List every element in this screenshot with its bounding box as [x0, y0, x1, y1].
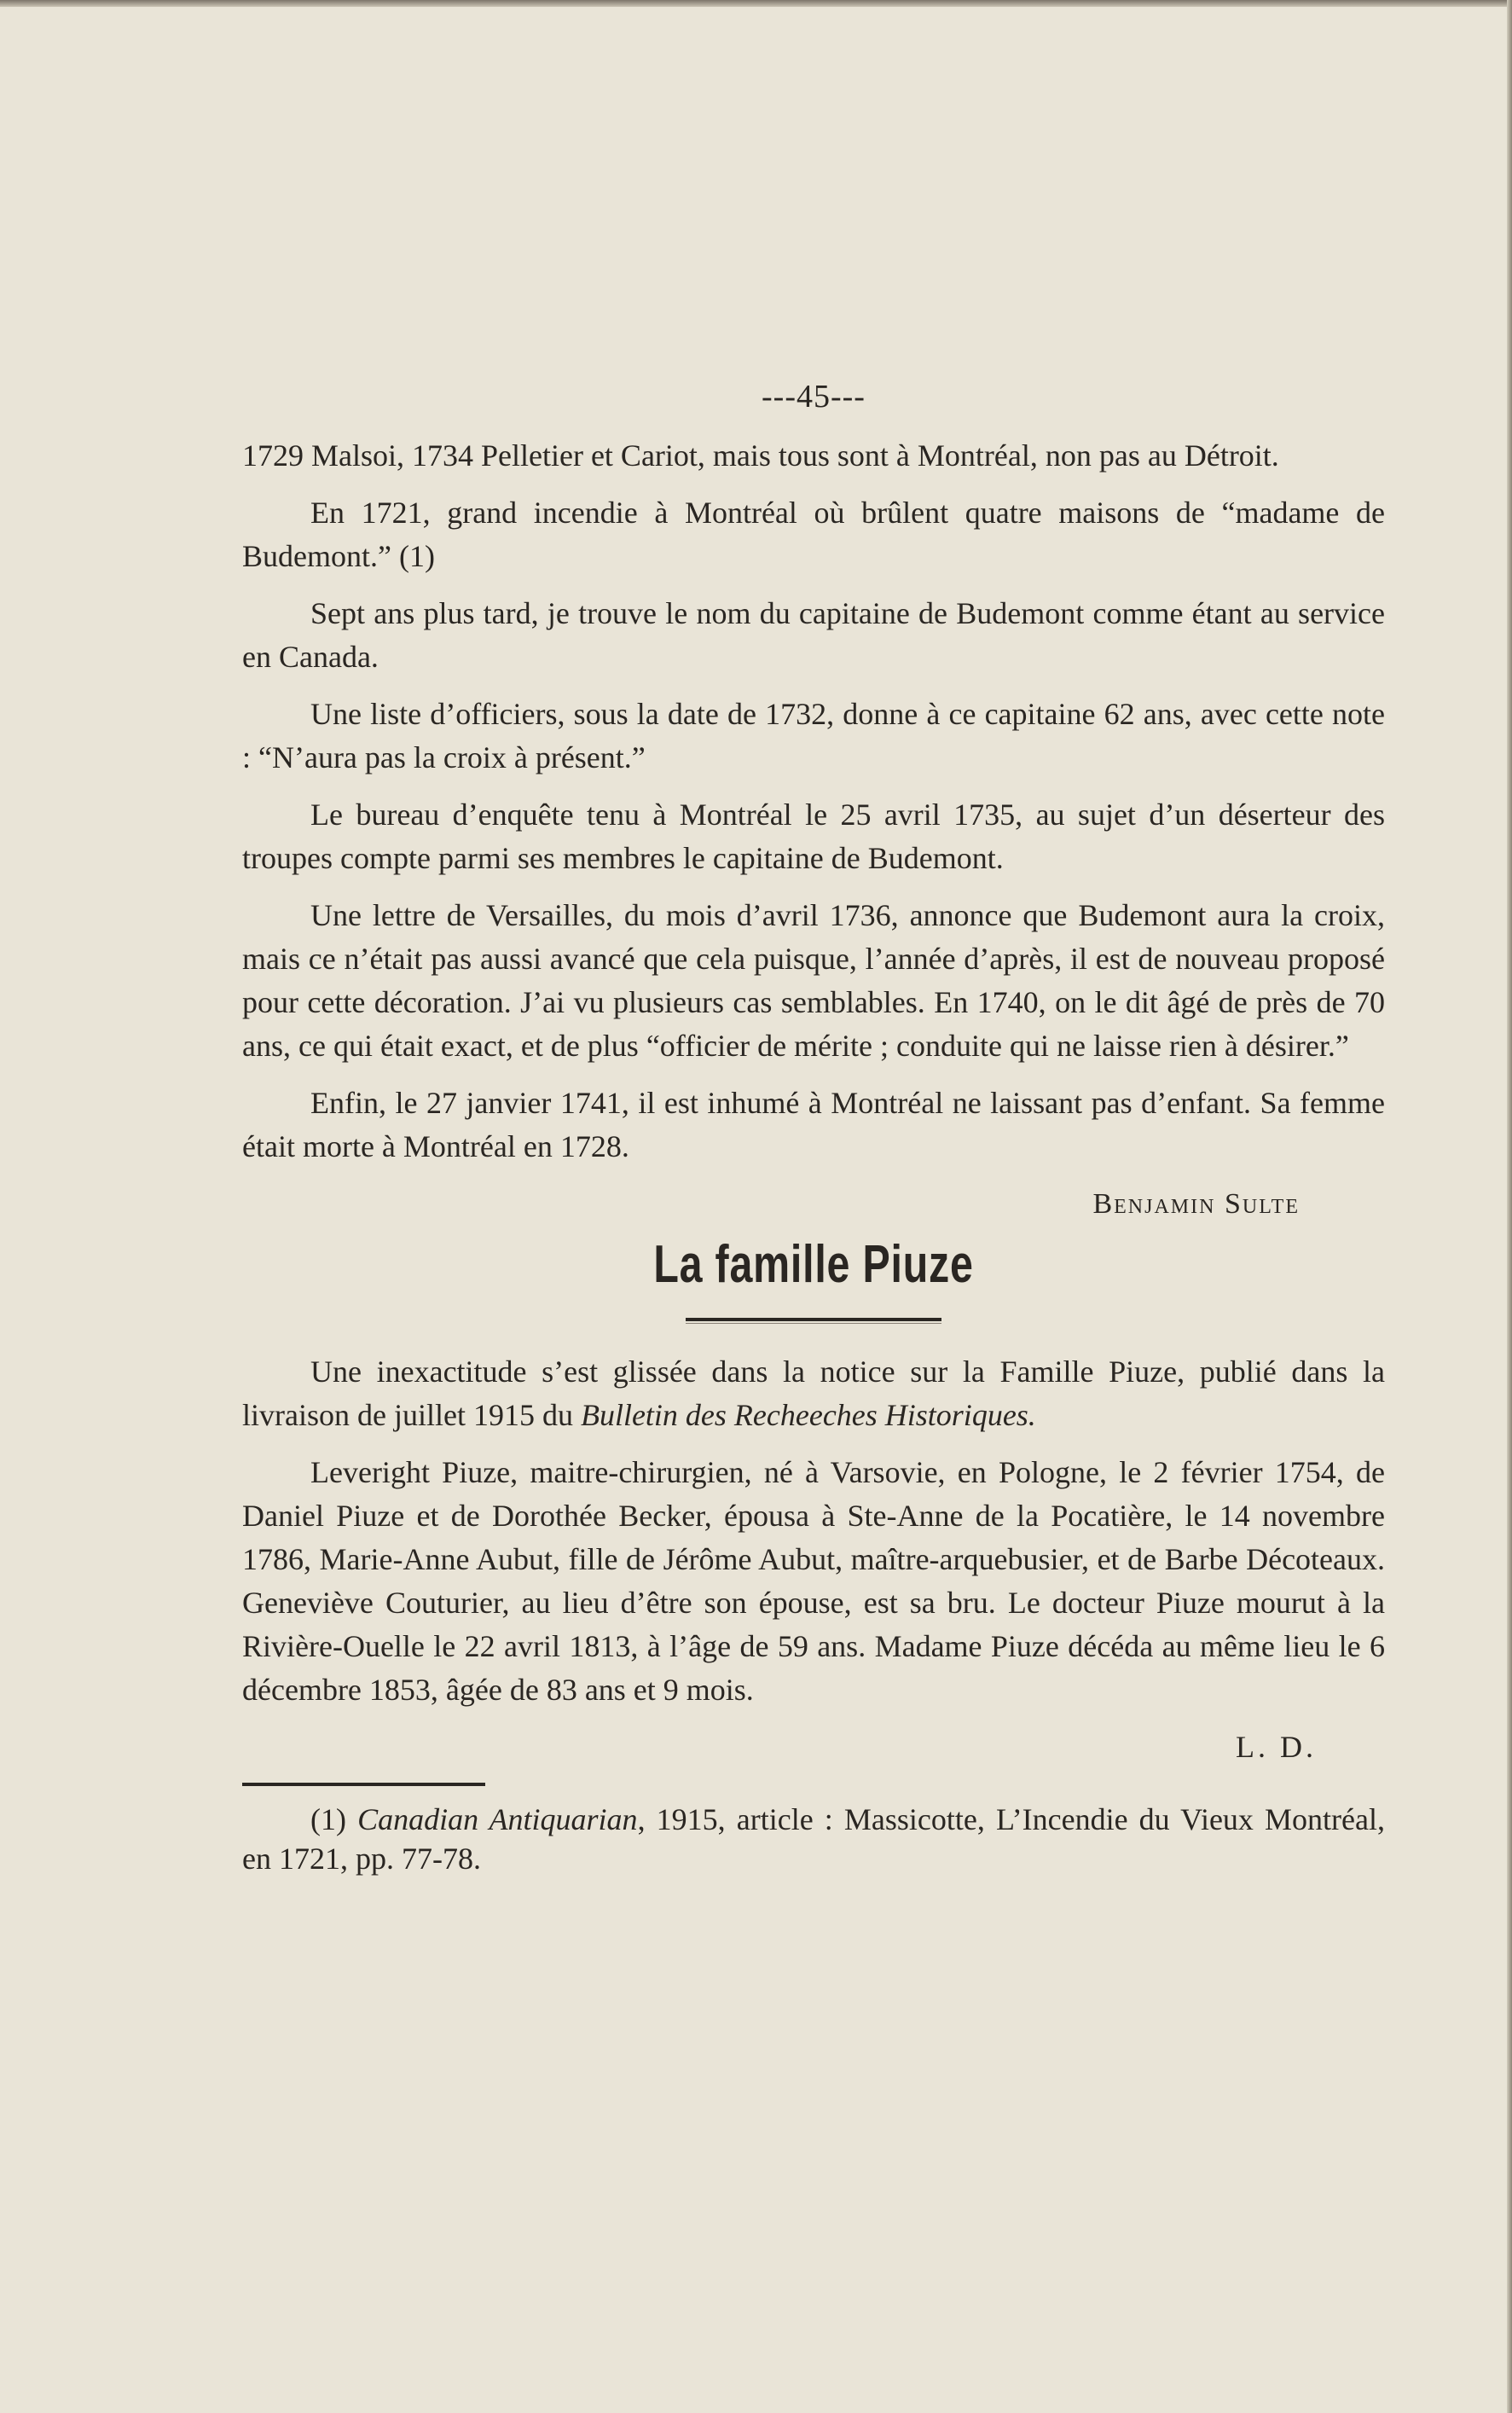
paragraph: Leveright Piuze, maitre-chirurgien, né à Varsovie, en Pologne, le 2 février 1754, de Daniel Piuze et de Dorothée Becker, épousa à Ste-Anne de la Pocatière, le 14 novembre 1786, Marie-Anne Aubut, fille de Jérôme Aubut, maître-arquebusier, et de Barbe Décoteaux. Geneviève Couturier, au lieu d’être son épouse, est sa bru. Le docteur Piuze mourut à la Rivière-Ouelle le 22 avril 1813, à l’âge de 59 ans. Madame Piuze décéda au même lieu le 6 décembre 1853, âgée de 83 ans et 9 mois.	[242, 1455, 1385, 1707]
page-body	[242, 375, 1385, 1878]
paragraph: Le bureau d’enquête tenu à Montréal le 25 avril 1735, au sujet d’un déserteur des troupes compte parmi ses membres le capitaine de Budemont.	[242, 798, 1385, 875]
paragraph	[242, 1350, 1385, 1437]
paragraph: Sept ans plus tard, je trouve le nom du capitaine de Budemont comme étant au service en Canada.	[242, 596, 1385, 674]
footnote-rule	[242, 1783, 485, 1786]
footnote	[242, 1800, 1385, 1878]
footnote-text: , 1915, article : Massicotte, L’Incendie du Vieux Montréal, en 1721, pp. 77-78.	[242, 1802, 1385, 1876]
paragraph: 1729 Malsoi, 1734 Pelletier et Cariot, mais tous sont à Montréal, non pas au Détroit.	[242, 438, 1279, 473]
publication-title: Bulletin des Recheeches Historiques.	[580, 1398, 1036, 1432]
title-rule	[686, 1318, 941, 1321]
paragraph: Une liste d’officiers, sous la date de 1732, donne à ce capitaine 62 ans, avec cette note : “N’aura pas la croix à présent.”	[242, 697, 1385, 774]
paragraph-text: Une inexactitude s’est glissée dans la notice sur la Famille Piuze, publié dans la livraison de juillet 1915 du	[242, 1354, 1385, 1432]
page-number: ---45---	[762, 379, 866, 415]
footnote-marker: (1)	[310, 1802, 358, 1836]
article-famille-piuze	[242, 1234, 1385, 1769]
section-title: La famille Piuze	[653, 1235, 974, 1294]
author-signature: Benjamin Sulte	[1092, 1188, 1300, 1220]
page-top-edge	[0, 0, 1512, 7]
footnote-source: Canadian Antiquarian	[357, 1802, 638, 1836]
paragraph: Une lettre de Versailles, du mois d’avril 1736, annonce que Budemont aura la croix, mais ce n’était pas aussi avancé que cela puisque, l’année d’après, il est de nouveau proposé pour cette décoration. J’ai vu plusieurs cas semblables. En 1740, on le dit âgé de près de 70 ans, ce qui était exact, et de plus “officier de mérite ; conduite qui ne laisse rien à désirer.”	[242, 898, 1385, 1063]
page-right-edge	[1507, 0, 1512, 2413]
paragraph: Enfin, le 27 janvier 1741, il est inhumé à Montréal ne laissant pas d’enfant. Sa femme était morte à Montréal en 1728.	[242, 1086, 1385, 1163]
author-initials: L. D.	[1236, 1730, 1317, 1764]
paragraph: En 1721, grand incendie à Montréal où brûlent quatre maisons de “madame de Budemont.” (1)	[242, 496, 1385, 573]
article-budemont	[242, 434, 1385, 1226]
